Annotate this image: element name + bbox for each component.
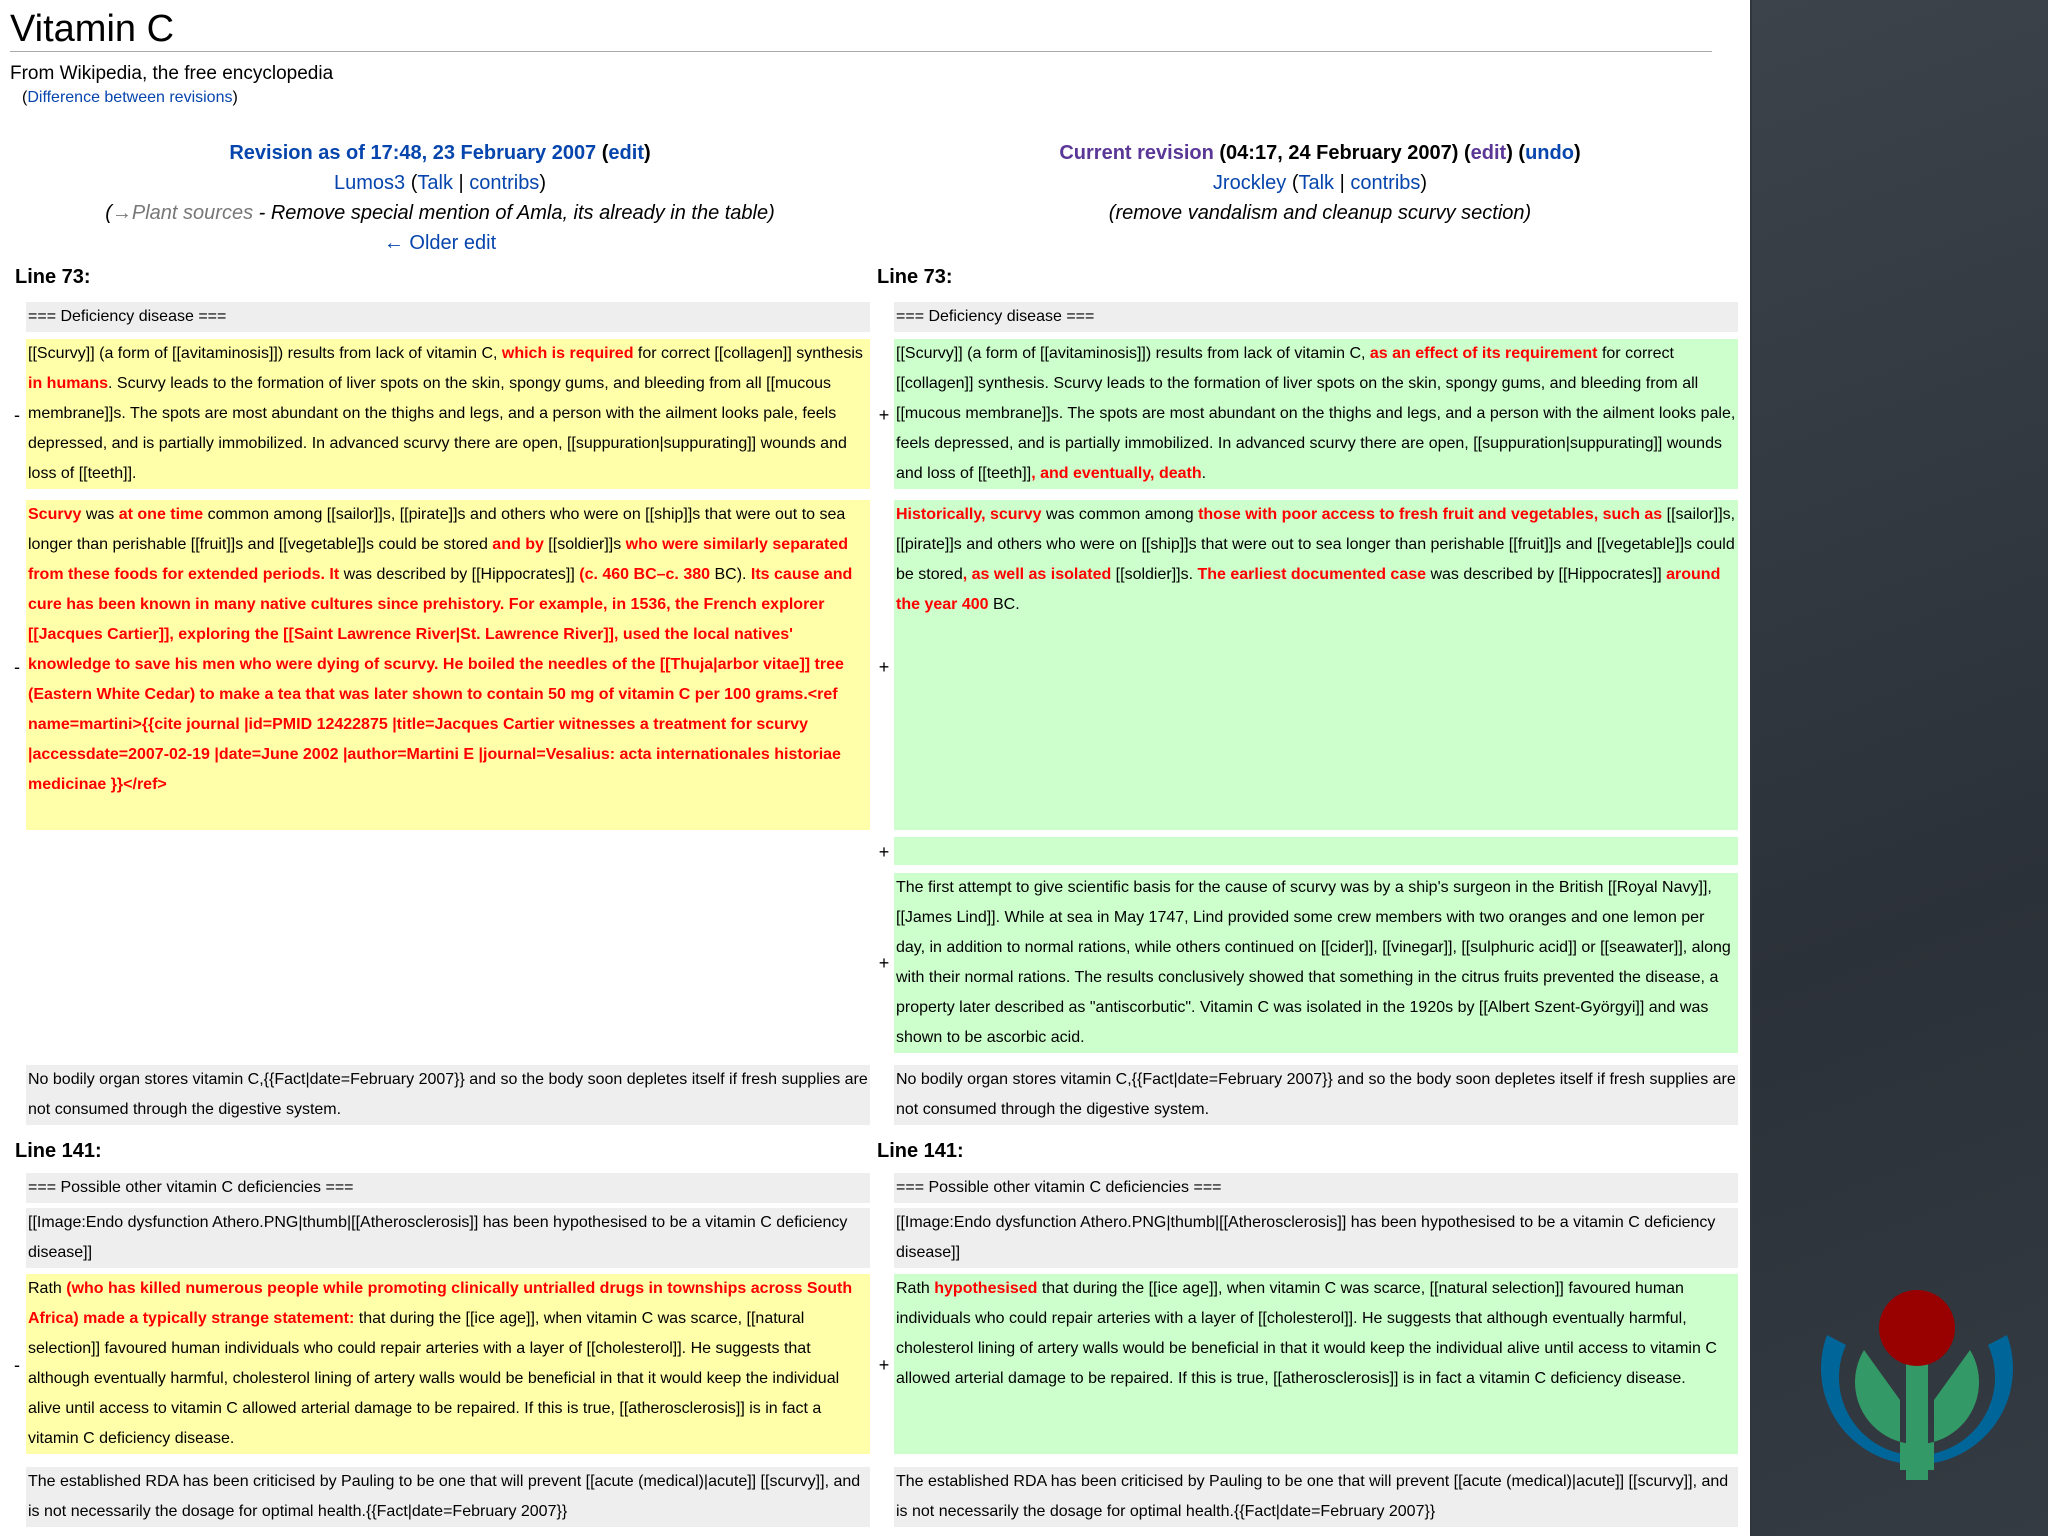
deleted-line: [[Scurvy]] (a form of [[avitaminosis]]) results from lack of vitamin C, which is required for correct [[collagen]] synthesis in humans. Scurvy leads to the formation of liver spots on the skin, spongy gums, and bleeding from all [[mucous membrane]]s. The spots are most abundant on the thighs and legs, and a person with the ailment looks pale, feels depressed, and is partially immobilized. In advanced scurvy there are open, [[suppuration|suppurating]] wounds and loss of [[teeth]]. [26,339,870,489]
current-revision-link[interactable]: Current revision [1059,142,1214,164]
added-empty-line [894,837,1738,865]
added-marker: + [878,405,890,425]
diff-caption: (Difference between revisions) [22,89,238,106]
right-user-link[interactable]: Jrockley [1212,172,1287,194]
left-section-link[interactable]: →Plant sources [111,202,254,224]
right-talk-link[interactable]: Talk [1298,172,1335,194]
older-edit-link[interactable]: ← Older edit [383,232,497,254]
logo-stem [1906,1360,1928,1480]
right-contribs-link[interactable]: contribs [1350,172,1421,194]
added-line: The first attempt to give scientific basis for the cause of scurvy was by a ship's surgeon in the British [[Royal Navy]], [[James Lind]]. While at sea in May 1747, Lind provided some crew members with two oranges and one lemon per day, in addition to normal rations, while others continued on [[cider]], [[vinegar]], [[sulphuric acid]] or [[seawater]], along with their normal rations. The results conclusively showed that something in the citrus fruits prevented the disease, a property later described as "antiscorbutic". Vitamin C was isolated in the 1920s by [[Albert Szent-Györgyi]] and was shown to be ascorbic acid. [894,873,1738,1053]
context-line: The established RDA has been criticised by Pauling to be one that will prevent [[acute (medical)|acute]] [[scurvy]], and is not necessarily the dosage for optimal health.{{Fact|date=February 2007}} [894,1467,1738,1527]
left-summary: - Remove special mention of Amla, its already in the table) [253,202,775,224]
added-line: Historically, scurvy was common among those with poor access to fresh fruit and vegetables, such as [[sailor]]s, [[pirate]]s and others who were on [[ship]]s that were out to sea longer than perishable [[fruit]]s and [[vegetable]]s could be stored, as well as isolated [[soldier]]s. The earliest documented case was described by [[Hippocrates]] around the year 400 BC. [894,500,1738,830]
deleted-line: Scurvy was at one time common among [[sailor]]s, [[pirate]]s and others who were on [[ship]]s that were out to sea longer than perishable [[fruit]]s and [[vegetable]]s could be stored and by [[soldier]]s who were similarly separated from these foods for extended periods. It was described by [[Hippocrates]] (c. 460 BC–c. 380 BC). Its cause and cure has been known in many native cultures since prehistory. For example, in 1536, the French explorer [[Jacques Cartier]], exploring the [[Saint Lawrence River|St. Lawrence River]], used the local natives' knowledge to save his men who were dying of scurvy. He boiled the needles of the [[Thuja|arbor vitae]] tree (Eastern White Cedar) to make a tea that was later shown to contain 50 mg of vitamin C per 100 grams.<ref name=martini>{{cite journal |id=PMID 12422875 |title=Jacques Cartier witnesses a treatment for scurvy |accessdate=2007-02-19 |date=June 2002 |author=Martini E |journal=Vesalius: acta internationales historiae medicinae }}</ref> [26,500,870,830]
context-line: The established RDA has been criticised by Pauling to be one that will prevent [[acute (medical)|acute]] [[scurvy]], and is not necessarily the dosage for optimal health.{{Fact|date=February 2007}} [26,1467,870,1527]
deleted-marker: - [14,405,20,425]
page-subtitle: From Wikipedia, the free encyclopedia [10,63,334,84]
logo-red-dot [1879,1290,1955,1366]
left-user-link[interactable]: Lumos3 [334,172,406,194]
deleted-marker: - [14,1355,20,1375]
undo-link[interactable]: undo [1525,142,1574,164]
added-marker: + [878,953,890,973]
added-line: Rath hypothesised that during the [[ice age]], when vitamin C was scarce, [[natural selection]] favoured human individuals who could repair arteries with a layer of [[cholesterol]]. He suggests that although eventually harmful, cholesterol lining of artery walls would be beneficial in that it would keep the individual alive until access to vitamin C allowed arterial damage to be repaired. If this is true, [[atherosclerosis]] is in fact a vitamin C deficiency disease. [894,1274,1738,1454]
context-line: [[Image:Endo dysfunction Athero.PNG|thumb|[[Atherosclerosis]] has been hypothesised to be a vitamin C deficiency disease]] [894,1208,1738,1268]
page-title: Vitamin C [10,8,175,50]
left-revision-link[interactable]: Revision as of 17:48, 23 February 2007 [229,142,597,164]
right-revision-header: Current revision (04:17, 24 February 2007) (edit) (undo) Jrockley (Talk | contribs) (remove vandalism and cleanup scurvy section) [890,138,1750,228]
added-line: [[Scurvy]] (a form of [[avitaminosis]]) results from lack of vitamin C, as an effect of its requirement for correct [[collagen]] synthesis. Scurvy leads to the formation of liver spots on the skin, spongy gums, and bleeding from all [[mucous membrane]]s. The spots are most abundant on the thighs and legs, and a person with the ailment looks pale, feels depressed, and is partially immobilized. In advanced scurvy there are open, [[suppuration|suppurating]] wounds and loss of [[teeth]], and eventually, death. [894,339,1738,489]
right-edit-link[interactable]: edit [1470,142,1507,164]
deleted-line: Rath (who has killed numerous people while promoting clinically untrialled drugs in townships across South Africa) made a typically strange statement: that during the [[ice age]], when vitamin C was scarce, [[natural selection]] favoured human individuals who could repair arteries with a layer of [[cholesterol]]. He suggests that although eventually harmful, cholesterol lining of artery walls would be beneficial in that it would keep the individual alive until access to vitamin C allowed arterial damage to be repaired. If this is true, [[atherosclerosis]] is in fact a vitamin C deficiency disease. [26,1274,870,1454]
left-contribs-link[interactable]: contribs [469,172,540,194]
context-line: [[Image:Endo dysfunction Athero.PNG|thumb|[[Atherosclerosis]] has been hypothesised to be a vitamin C deficiency disease]] [26,1208,870,1268]
context-line: === Possible other vitamin C deficiencies === [26,1173,870,1203]
added-marker: + [878,1355,890,1375]
line-number-right: Line 141: [877,1140,964,1162]
line-number-right: Line 73: [877,266,953,288]
context-line: === Deficiency disease === [894,302,1738,332]
difference-link[interactable]: Difference between revisions [27,89,233,106]
left-talk-link[interactable]: Talk [417,172,453,194]
title-divider [10,51,1712,52]
deleted-marker: - [14,657,20,677]
left-revision-header: Revision as of 17:48, 23 February 2007 (edit) Lumos3 (Talk | contribs) (→Plant sources - Remove special mention of Amla, its already in the table) ← Older edit [105,142,775,254]
left-edit-link[interactable]: edit [608,142,644,164]
context-line: === Possible other vitamin C deficiencies === [894,1173,1738,1203]
line-number-left: Line 73: [15,266,91,288]
wikimedia-logo-icon [1802,1290,2032,1490]
context-line: No bodily organ stores vitamin C,{{Fact|date=February 2007}} and so the body soon depletes itself if fresh supplies are not consumed through the digestive system. [894,1065,1738,1125]
added-marker: + [878,842,890,862]
context-line: No bodily organ stores vitamin C,{{Fact|date=February 2007}} and so the body soon depletes itself if fresh supplies are not consumed through the digestive system. [26,1065,870,1125]
context-line: === Deficiency disease === [26,302,870,332]
added-marker: + [878,657,890,677]
right-summary: (remove vandalism and cleanup scurvy section) [1108,202,1532,224]
line-number-left: Line 141: [15,1140,102,1162]
